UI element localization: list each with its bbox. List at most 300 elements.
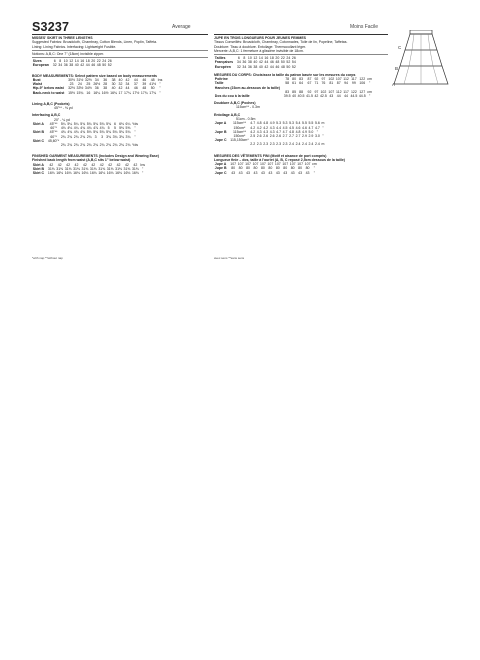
- row-label: Skirt A: [32, 121, 44, 126]
- table-cell: 60"*: [50, 126, 57, 131]
- table-cell: 2.3: [282, 142, 288, 147]
- table-cell: 5.3: [282, 121, 288, 126]
- table-cell: 42: [82, 162, 87, 167]
- table-cell: m: [321, 142, 325, 147]
- table-cell: 42: [108, 162, 113, 167]
- table-row: [214, 60, 297, 64]
- table-cell: 16⅛: [98, 171, 106, 176]
- size-table-fr: [214, 56, 297, 69]
- garment-title: MISSES' SKIRT IN THREE LENGTHS: [32, 36, 93, 40]
- table-cell: 5.4: [295, 121, 301, 126]
- table-cell: 2.4: [295, 142, 301, 147]
- table-cell: 2¾: [106, 142, 111, 147]
- table-cell: 41.5: [306, 93, 313, 98]
- table-cell: 44: [85, 63, 90, 68]
- table-cell: 42: [57, 162, 62, 167]
- row-label: [214, 142, 229, 146]
- table-cell: 52: [107, 63, 112, 68]
- body-measurements-table-fr: [214, 77, 373, 98]
- table-cell: 31⅜: [98, 166, 106, 171]
- table-cell: 4.8: [263, 121, 269, 126]
- table-cell: 31⅜: [123, 166, 131, 171]
- table-cell: 4¾: [80, 130, 86, 135]
- table-cell: 22: [280, 56, 285, 61]
- finished-measurements-table: [32, 163, 146, 176]
- table-cell: 46: [91, 63, 96, 68]
- table-cell: 97: [321, 77, 326, 82]
- table-cell: 2.7: [282, 133, 288, 138]
- table-cell: 102: [320, 89, 327, 94]
- table-cell: 37: [133, 82, 138, 87]
- row-label: Sizes: [32, 59, 42, 64]
- row-label: Hanches (23cm au-dessous de la taille): [214, 85, 280, 90]
- meterage-table: [214, 121, 325, 146]
- table-cell: 2.6: [256, 133, 262, 138]
- table-cell: 16: [86, 90, 91, 95]
- table-cell: 4.7: [250, 121, 256, 126]
- table-cell: 5¾: [112, 130, 118, 135]
- table-cell: 46: [269, 60, 274, 65]
- table-cell: 6: [237, 56, 240, 61]
- table-cell: ": [142, 166, 144, 171]
- table-cell: 31⅜: [73, 166, 80, 171]
- table-cell: 32½: [68, 86, 75, 91]
- table-cell: Yds: [132, 142, 139, 147]
- table-cell: Yds: [132, 121, 139, 126]
- table-cell: 15¾: [76, 90, 84, 95]
- table-cell: 107: [260, 162, 266, 167]
- table-cell: cm: [367, 77, 372, 82]
- table-cell: 5¾: [93, 121, 99, 126]
- table-cell: 8: [59, 59, 62, 64]
- table-cell: 4.5: [289, 125, 294, 130]
- table-cell: 6⅛: [119, 121, 124, 126]
- table-cell: 45"**: [49, 121, 58, 126]
- table-cell: Ins: [157, 77, 163, 82]
- table-cell: 80: [305, 166, 310, 171]
- table-cell: ": [322, 125, 324, 130]
- garment-title-fr: JUPE EN TROIS LONGUEURS POUR JEUNES FEMMES: [214, 36, 306, 40]
- table-cell: 38: [111, 77, 116, 82]
- table-cell: 16½: [101, 90, 109, 95]
- table-cell: 43: [298, 170, 303, 175]
- table-cell: 64: [299, 81, 304, 86]
- row-label: European: [32, 63, 49, 68]
- table-cell: 3¾: [119, 134, 124, 139]
- table-row: [214, 65, 297, 69]
- table-cell: 39: [142, 82, 147, 87]
- table-cell: 2.3: [256, 142, 262, 147]
- table-cell: 150cm*: [233, 125, 246, 130]
- table-cell: 80: [238, 166, 243, 171]
- header-rule-en: [32, 34, 208, 35]
- table-cell: 25: [86, 82, 91, 87]
- table-cell: 4⅛: [67, 126, 73, 131]
- table-cell: ": [159, 86, 161, 91]
- table-cell: 4.2: [263, 125, 269, 130]
- table-cell: 80: [260, 166, 265, 171]
- table-cell: 5.6: [314, 121, 320, 126]
- table-cell: 31½: [76, 77, 84, 82]
- table-cell: 42: [49, 162, 54, 167]
- table-cell: 4.3: [269, 125, 275, 130]
- table-cell: 5⅜: [119, 126, 124, 131]
- table-cell: 4.4: [276, 125, 282, 130]
- table-cell: 2¾: [73, 134, 79, 139]
- row-label: Skirt C: [32, 171, 45, 176]
- footnote-en: *with nap **without nap: [32, 256, 63, 260]
- table-cell: 23: [69, 82, 74, 87]
- table-cell: 50: [150, 86, 155, 91]
- table-cell: 107: [237, 162, 244, 167]
- table-cell: 2¾: [60, 134, 66, 139]
- table-row: [32, 171, 146, 175]
- table-cell: 43: [283, 170, 288, 175]
- row-label: Waist: [32, 82, 43, 87]
- table-cell: 42: [314, 93, 319, 98]
- row-label: Skirt B: [32, 166, 45, 171]
- table-cell: 40: [74, 63, 79, 68]
- table-cell: 107: [267, 162, 274, 167]
- table-cell: 2.3: [269, 142, 275, 147]
- table-cell: 61: [292, 81, 297, 86]
- table-cell: 122: [359, 77, 366, 82]
- notions-info: Notions: A,B,C: One 7" (18cm) invisible zipper.: [32, 51, 105, 56]
- table-cell: 2¾: [67, 142, 73, 147]
- table-cell: 58: [285, 81, 290, 86]
- suggested-fabrics: Suggested Fabrics: Broadcloth, Chambray, Cotton Blends, Linen, Poplin, Taffeta.: [32, 40, 158, 45]
- table-cell: 17¾: [149, 90, 157, 95]
- table-cell: 48: [150, 77, 155, 82]
- yardage-table: [32, 122, 139, 147]
- table-cell: 24: [77, 82, 82, 87]
- table-cell: 16⅛: [73, 171, 80, 176]
- table-cell: 4¾: [86, 126, 92, 131]
- table-cell: 2.4: [302, 142, 307, 147]
- table-cell: 115cm**: [232, 129, 246, 134]
- table-cell: 40: [253, 60, 258, 65]
- table-cell: cm: [367, 89, 372, 94]
- table-cell: 2.4: [308, 142, 314, 147]
- table-cell: 127: [359, 89, 366, 94]
- table-cell: 2¾: [73, 142, 79, 147]
- table-cell: 5.5: [308, 121, 314, 126]
- table-cell: 2.7: [295, 133, 301, 138]
- table-cell: 5¾: [125, 130, 131, 135]
- table-cell: 5¼: [60, 121, 66, 126]
- table-cell: 4.8: [256, 121, 262, 126]
- divider: [214, 54, 388, 55]
- table-cell: 43: [268, 170, 273, 175]
- table-cell: 2¾: [112, 142, 118, 147]
- table-cell: 3: [101, 134, 104, 139]
- row-label: Jupe C: [214, 170, 227, 175]
- interfacing-heading: Interfacing A,B,C: [32, 113, 61, 118]
- table-cell: 10: [63, 59, 68, 64]
- table-cell: 42: [80, 63, 85, 68]
- table-cell: 16⅛: [56, 171, 64, 176]
- table-cell: 40: [118, 77, 123, 82]
- table-cell: 107: [274, 162, 281, 167]
- table-cell: 71: [314, 81, 319, 86]
- row-label: Jupe B: [214, 129, 227, 134]
- finished-measurements-heading-fr: MESURES DES VÊTEMENTS FINI (Motif et aisance de port compris): [214, 153, 327, 158]
- interfacing-heading-fr: Entoilage A,B,C: [214, 112, 241, 117]
- table-cell: 48: [142, 86, 147, 91]
- lining-info-fr: Doublure: Tissu à doublure. Entoilage: Thermocollant léger.: [214, 44, 306, 49]
- table-cell: 31⅜: [115, 166, 122, 171]
- table-cell: 40.5: [297, 93, 305, 98]
- row-label: Dos du cou à la taille: [214, 93, 250, 98]
- table-cell: 4.7: [308, 125, 314, 130]
- table-cell: ": [142, 171, 144, 176]
- table-cell: 80: [231, 166, 236, 171]
- table-cell: 5¾: [93, 130, 99, 135]
- table-cell: 3¾: [106, 134, 111, 139]
- table-cell: 26: [107, 59, 112, 64]
- table-cell: 26½: [93, 82, 101, 87]
- table-cell: 4.2: [256, 125, 262, 130]
- interfacing-meterage: 51cm - 0.5m: [236, 117, 256, 121]
- table-cell: 44: [133, 77, 138, 82]
- table-row: [32, 91, 163, 95]
- table-cell: 16: [264, 56, 269, 61]
- difficulty-fr: Moins Facile: [350, 24, 379, 30]
- row-label: Taille: [214, 81, 224, 86]
- table-cell: 36: [94, 86, 99, 91]
- table-cell: 42: [133, 162, 138, 167]
- table-cell: 34: [94, 77, 99, 82]
- view-label-c: C: [398, 45, 402, 50]
- divider: [32, 57, 208, 58]
- table-cell: 42: [91, 162, 96, 167]
- table-cell: 5¼: [67, 121, 73, 126]
- table-cell: 48: [280, 64, 285, 69]
- table-cell: 4¼: [73, 126, 79, 131]
- table-row: [32, 86, 163, 90]
- table-cell: 40: [292, 93, 297, 98]
- table-cell: 40: [258, 64, 263, 69]
- table-cell: 44: [125, 86, 130, 91]
- table-row: [214, 142, 325, 146]
- table-cell: 5¾: [106, 121, 111, 126]
- table-cell: 6: [53, 59, 56, 64]
- table-cell: 5¾: [99, 121, 105, 126]
- table-cell: 44: [344, 93, 349, 98]
- table-cell: 4.8: [295, 129, 301, 134]
- table-cell: ": [368, 81, 371, 86]
- table-cell: 8: [243, 56, 246, 61]
- table-cell: 33½: [76, 86, 84, 91]
- table-cell: 44: [336, 93, 341, 98]
- table-cell: 48: [275, 60, 280, 65]
- table-cell: 5: [114, 126, 116, 131]
- table-cell: 30: [111, 82, 116, 87]
- lining-yardage: 45"** - ⅜ yd: [54, 106, 73, 110]
- table-cell: 10: [247, 56, 252, 61]
- table-cell: [229, 142, 249, 146]
- table-cell: 76: [321, 81, 326, 86]
- table-cell: 16⅛: [131, 171, 139, 176]
- table-cell: 4.7: [276, 129, 282, 134]
- table-cell: 2¾: [86, 142, 92, 147]
- table-cell: 4.9: [269, 121, 275, 126]
- body-measurements-heading-fr: MESURES DU CORPS: Choisissez la taille du patron basée sur les mesures du corps: [214, 72, 356, 77]
- table-cell: 85: [292, 89, 297, 94]
- table-cell: 4.2: [250, 125, 256, 130]
- table-cell: 48: [96, 63, 101, 68]
- french-column: [214, 36, 390, 175]
- table-cell: 22: [96, 59, 101, 64]
- table-cell: 4.6: [302, 125, 307, 130]
- table-cell: 4¾: [73, 130, 79, 135]
- row-label: Tailles: [214, 56, 226, 61]
- table-cell: 5.3: [276, 121, 282, 126]
- row-label: Poitrine: [214, 77, 228, 82]
- table-cell: 46: [275, 64, 280, 69]
- table-cell: 122: [350, 89, 357, 94]
- table-cell: 80: [246, 166, 251, 171]
- row-label: Françaises: [214, 60, 234, 65]
- table-cell: 4.9: [302, 129, 307, 134]
- view-label-b: B: [395, 66, 399, 71]
- table-cell: 4.8: [289, 129, 294, 134]
- table-cell: m: [321, 121, 325, 126]
- table-cell: 43: [275, 170, 280, 175]
- table-cell: 87: [307, 77, 312, 82]
- row-label: Back-neck to waist: [32, 90, 65, 95]
- table-cell: 2.4: [289, 142, 294, 147]
- table-cell: 31⅜: [47, 166, 55, 171]
- table-cell: 52: [286, 60, 291, 65]
- table-cell: 107: [282, 162, 289, 167]
- table-cell: 50: [102, 63, 107, 68]
- table-cell: 16⅛: [89, 171, 97, 176]
- table-cell: 16¼: [93, 90, 101, 95]
- table-cell: 107: [304, 162, 311, 167]
- table-cell: 42: [116, 162, 121, 167]
- table-cell: 36: [63, 63, 68, 68]
- lining-heading-fr: Doublure A,B,C (Poches): [214, 101, 256, 106]
- table-cell: 78: [285, 77, 290, 82]
- table-cell: 40: [111, 86, 116, 91]
- lining-meterage: 115cm** - 0.3m: [236, 105, 260, 110]
- table-cell: 117: [343, 89, 349, 94]
- table-cell: 2¾: [80, 142, 86, 147]
- table-cell: 17½: [132, 90, 140, 95]
- table-cell: 4¾: [60, 130, 66, 135]
- table-cell: 16⅛: [106, 171, 114, 176]
- table-cell: 52: [291, 64, 296, 69]
- table-cell: 97: [314, 89, 319, 94]
- table-cell: 6: [114, 121, 116, 126]
- table-cell: 44: [269, 64, 274, 69]
- table-cell: 17¾: [140, 90, 148, 95]
- table-cell: 31⅜: [56, 166, 64, 171]
- table-cell: 2¾: [67, 134, 73, 139]
- table-cell: 107: [297, 162, 304, 167]
- table-cell: 80: [268, 166, 273, 171]
- table-cell: 5¾: [86, 121, 92, 126]
- table-cell: 2¾: [119, 142, 124, 147]
- table-cell: 2.9: [302, 133, 307, 138]
- table-cell: 32: [52, 63, 57, 68]
- table-cell: 4.5: [282, 125, 288, 130]
- table-cell: 5.0: [308, 129, 314, 134]
- table-cell: 5⅜: [125, 126, 131, 131]
- table-cell: 2.6: [263, 133, 269, 138]
- row-label: Skirt A: [32, 162, 44, 167]
- pattern-code: S3237: [32, 20, 70, 34]
- table-cell: ": [134, 126, 136, 131]
- table-cell: 45"**: [49, 130, 58, 135]
- table-cell: 107: [252, 162, 259, 167]
- table-cell: 83: [285, 89, 290, 94]
- body-measurements-table: [32, 78, 163, 95]
- table-cell: 34½: [84, 86, 92, 91]
- table-cell: 5¾: [119, 130, 124, 135]
- table-cell: 46: [133, 86, 138, 91]
- table-cell: 42: [125, 77, 130, 82]
- table-cell: 38: [69, 63, 74, 68]
- finished-measurements-table-fr: [214, 162, 318, 175]
- table-cell: 80: [290, 166, 295, 171]
- table-cell: 34: [125, 82, 130, 87]
- table-cell: 34: [242, 64, 247, 69]
- table-cell: 117: [351, 77, 357, 82]
- table-cell: ": [159, 82, 161, 87]
- table-cell: 2.4: [314, 142, 320, 147]
- table-cell: 31⅜: [106, 166, 114, 171]
- table-cell: 67: [307, 81, 312, 86]
- table-cell: 43: [260, 170, 265, 175]
- table-cell: 2¾: [80, 134, 86, 139]
- table-cell: 16⅛: [47, 171, 55, 176]
- table-cell: 5¾: [106, 130, 111, 135]
- table-cell: 26: [291, 56, 296, 61]
- table-cell: ": [313, 170, 316, 175]
- table-cell: 42: [99, 162, 104, 167]
- table-cell: 102: [328, 77, 335, 82]
- table-cell: 43: [329, 93, 334, 98]
- table-cell: ": [368, 93, 371, 98]
- table-cell: 2¾: [86, 134, 92, 139]
- table-cell: 4.2: [250, 129, 256, 134]
- table-cell: 5¾: [80, 121, 86, 126]
- table-cell: 43: [305, 170, 310, 175]
- table-cell: 2.3: [276, 142, 282, 147]
- table-cell: 3: [94, 134, 97, 139]
- difficulty-en: Average: [172, 24, 191, 30]
- table-row: [214, 94, 373, 98]
- table-cell: 2.3: [263, 142, 269, 147]
- table-cell: 31⅜: [89, 166, 97, 171]
- table-cell: ": [134, 130, 136, 135]
- table-cell: ": [322, 133, 324, 138]
- table-cell: 38: [247, 60, 252, 65]
- row-label: Hip-9" below waist: [32, 86, 64, 91]
- notions-info-fr: Mercerie: A,B,C: 1 fermeture à glissière invisible de 18cm.: [214, 48, 304, 53]
- table-cell: 43: [231, 170, 236, 175]
- table-cell: 4⅞: [93, 126, 99, 131]
- table-cell: 15½: [68, 90, 75, 95]
- table-cell: 80: [298, 166, 303, 171]
- table-cell: 4¾: [80, 126, 86, 131]
- table-cell: 2.6: [269, 133, 275, 138]
- table-cell: 80: [283, 166, 288, 171]
- divider: [32, 50, 208, 51]
- table-cell: 80: [292, 77, 297, 82]
